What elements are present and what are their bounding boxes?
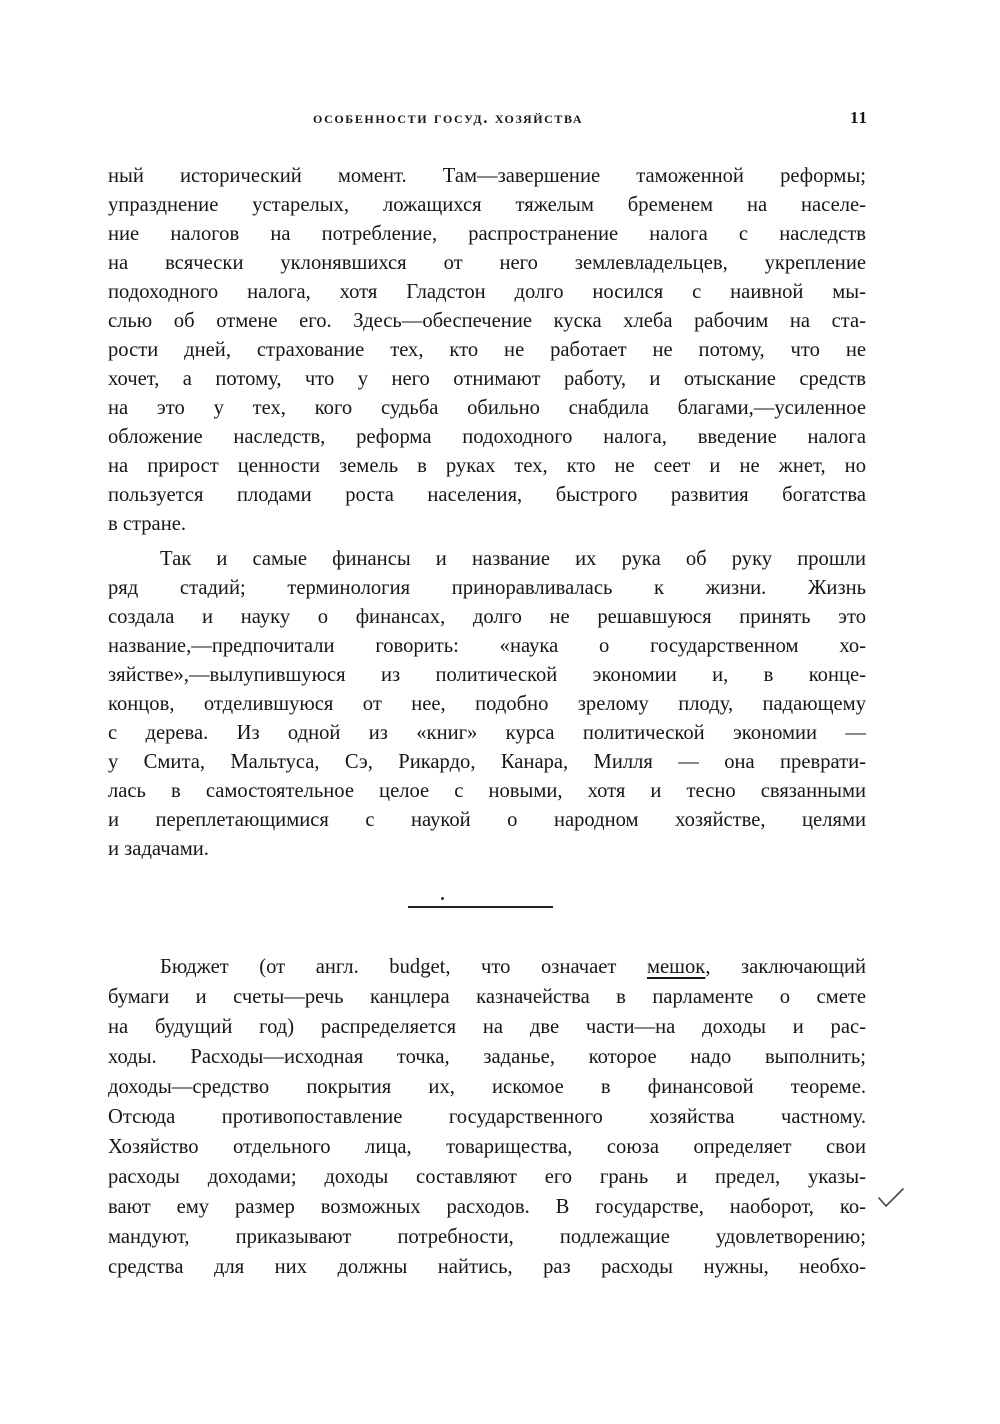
text-line: хочет, а потому, что у него отнимают работу, и отыскание средств	[108, 368, 866, 390]
text-line: в стране.	[108, 513, 187, 535]
text-line	[160, 953, 866, 982]
text-line: слью об отмене его. Здесь—обеспечение куска хлеба рабочим на ста-	[108, 310, 866, 332]
text-line: ный исторический момент. Там—завершение таможенной реформы;	[108, 165, 866, 187]
text-line: лась в самостоятельное целое с новыми, хотя и тесно связанными	[108, 780, 866, 802]
text-line: на это у тех, кого судьба обильно снабдила благами,—усиленное	[108, 397, 866, 419]
text-line: доходы—средство покрытия их, искомое в финансовой теореме.	[108, 1076, 866, 1098]
text-line: расходы доходами; доходы составляют его грань и предел, указы-	[108, 1166, 866, 1188]
text-line: ряд стадий; терминология приноравливалась к жизни. Жизнь	[108, 577, 866, 599]
checkmark-icon	[876, 1186, 906, 1210]
text-line: бумаги и счеты—речь канцлера казначейства в парламенте о смете	[108, 986, 866, 1008]
text-line: Так и самые финансы и название их рука об руку прошли	[160, 548, 866, 570]
text-line: подоходного налога, хотя Гладстон долго носился с наивной мы-	[108, 281, 866, 303]
running-title: особенности госуд. хозяйства	[313, 108, 584, 127]
text-line: вают ему размер возможных расходов. В государстве, наоборот, ко-	[108, 1196, 866, 1218]
divider-dot	[441, 897, 444, 900]
text-fragment: , заключающий	[705, 956, 866, 978]
text-line: упразднение устарелых, ложащихся тяжелым бременем на населе-	[108, 194, 866, 216]
section-divider	[408, 906, 553, 908]
page-number: 11	[850, 108, 869, 127]
text-line: создала и науку о финансах, долго не решавшуюся принять это	[108, 606, 866, 628]
text-line: рости дней, страхование тех, кто не работает не потому, что не	[108, 339, 866, 361]
text-line: Отсюда противопоставление государственного хозяйства частному.	[108, 1106, 866, 1128]
text-line: обложение наследств, реформа подоходного налога, введение налога	[108, 426, 866, 448]
text-line: зяйстве»,—вылупившуюся из политической экономии и, в конце-	[108, 664, 866, 686]
text-line: концов, отделившуюся от нее, подобно зрелому плоду, падающему	[108, 693, 866, 715]
underlined-word: мешок	[646, 956, 706, 978]
text-fragment: Бюджет (от англ. budget, что означает	[160, 956, 647, 978]
text-line: у Смита, Мальтуса, Сэ, Рикардо, Канара, Милля — она преврати-	[108, 751, 866, 773]
text-line: на будущий год) распределяется на две части—на доходы и рас-	[108, 1016, 866, 1038]
text-line: Хозяйство отдельного лица, товарищества, союза определяет свои	[108, 1136, 866, 1158]
text-line: и задачами.	[108, 838, 209, 860]
text-line: средства для них должны найтись, раз расходы нужны, необхо-	[108, 1256, 866, 1278]
text-line: на всячески уклонявшихся от него землевладельцев, укрепление	[108, 252, 866, 274]
text-line: на прирост ценности земель в руках тех, кто не сеет и не жнет, но	[108, 455, 866, 477]
text-line: название,—предпочитали говорить: «наука о государственном хо-	[108, 635, 866, 657]
text-line: пользуется плодами роста населения, быстрого развития богатства	[108, 484, 866, 506]
text-line: мандуют, приказывают потребности, подлежащие удовлетворению;	[108, 1226, 866, 1248]
text-line: и переплетающимися с наукой о народном хозяйстве, целями	[108, 809, 866, 831]
text-line: с дерева. Из одной из «книг» курса политической экономии —	[108, 722, 866, 744]
text-line: ние налогов на потребление, распространение налога с наследств	[108, 223, 866, 245]
text-line: ходы. Расходы—исходная точка, заданье, которое надо выполнить;	[108, 1046, 866, 1068]
